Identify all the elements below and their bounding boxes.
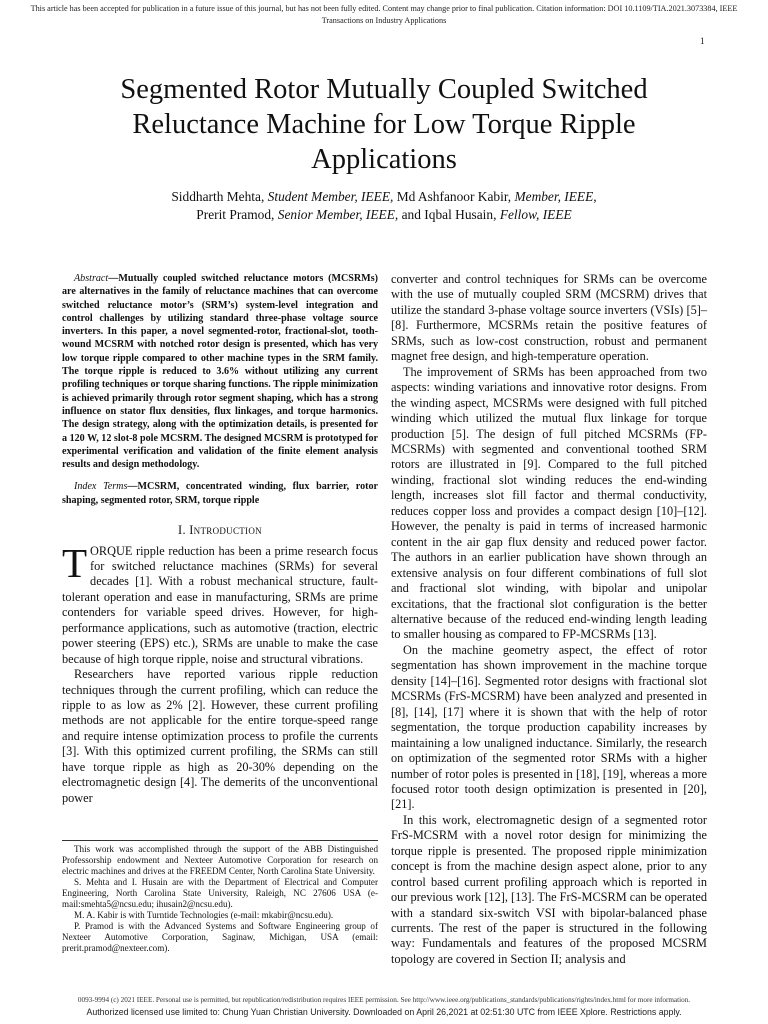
banner-line-1: This article has been accepted for publication in a future issue of this journal, but has not been fully edited. Content may change prior to final publication. Citation information: DOI 10.1109/TIA.2021.3073384, IEEE	[30, 4, 738, 13]
banner-line-2: Transactions on Industry Applications	[321, 16, 447, 25]
abstract	[62, 272, 378, 471]
author-membership: Student Member, IEEE,	[267, 189, 394, 204]
right-column	[391, 272, 707, 967]
footnote-affiliation: M. A. Kabir is with Turntide Technologies (e-mail: mkabir@ncsu.edu).	[74, 910, 334, 920]
intro-paragraph-5: In this work, electromagnetic design of a segmented rotor FrS-MCSRM with a novel rotor design for minimizing the torque ripple is presented. The proposed ripple minimization concept is from the machine design aspect alone, prior to any control based current profiling approach which is reported in our previous work [12], [13]. The FrS-MCSRM can be operated with a standard six-switch VSI with bipolar-balanced phase currents. The rest of the paper is structured in the following way: Fundamentals and features of the proposed MCSRM topology are covered in Section II; analysis and	[391, 812, 707, 966]
intro-paragraph-3: The improvement of SRMs has been approached from two aspects: winding variations and innovative rotor designs. From the winding aspect, MCSRMs were designed with full pitched winding which utilized the mutual flux linkage for torque production [5]. The design of full pitched MCSRMs (FP-MCSRMs) with segmented and conventional toothed SRM rotors are illustrated in [9]. Compared to the full pitched winding, fractional slot winding reduces the end-winding length, increases slot fill factor and thermal conductivity, reduces copper loss and provides a compact design [10]–[12]. However, the penalty is paid in terms of increased harmonic content in the air gap flux density and reduced power factor. The authors in an earlier publication have shown through an extensive analysis on four different combinations of full slot and fractional slot winding, with bipolar and unipolar excitations, that the fractional slot configuration is the better alternative because of the reduced end-winding length leading to smaller housing as compared to FP-MCSRMs [13].	[391, 364, 707, 642]
left-column	[62, 272, 378, 806]
abstract-label: Abstract	[74, 273, 109, 284]
author-name: Md Ashfanoor Kabir,	[396, 189, 512, 204]
paper-title	[60, 72, 708, 177]
index-terms-text: —MCSRM, concentrated winding, flux barrier, rotor shaping, segmented rotor, SRM, torque ripple	[62, 481, 378, 506]
index-terms-label: Index Terms	[74, 481, 128, 493]
author-list	[60, 188, 708, 224]
footnotes	[62, 840, 378, 954]
author-name: Siddharth Mehta,	[171, 189, 265, 204]
title-line-1: Segmented Rotor Mutually Coupled Switched	[120, 74, 648, 105]
intro-paragraph-continued: converter and control techniques for SRMs can be overcome with the use of mutually coupled SRM (MCSRM) drives that utilize the standard 3-phase voltage source inverters (VSIs) [5]–[8]. Furthermore, MCSRMs retain the positive features of SRMs, such as low-cost construction, robust and permanent magnet free design, and high-temperature operation.	[391, 272, 707, 364]
abstract-text: —Mutually coupled switched reluctance motors (MCSRMs) are alternatives in the family of reluctance machines that can overcome switched reluctance motor’s (SRM’s) system-level integration and control challenges by utilizing standard three-phase voltage source inverters. In this paper, a novel segmented-rotor, fractional-slot, tooth-wound MCSRM with notched rotor design is presented, which has very low torque ripple compared to other machine types in the SRM family. The torque ripple is reduced to 3.6% without utilizing any current profiling techniques or torque sharing functions. The ripple minimization is achieved primarily through rotor segment shaping, which has a strong influence on stator flux densities, flux linkages, and torque harmonics. The design strategy, along with the optimization details, is presented for a 120 W, 12 slot-8 pole MCSRM. The designed MCSRM is prototyped for experimental verification and validation of the finite element analysis results and design methodology.	[62, 273, 378, 471]
index-terms	[62, 480, 378, 507]
footnote-funding: This work was accomplished through the support of the ABB Distinguished Professorship endowment and Nexteer Automotive Corporation for research on electric machines and drives at the FREEDM Center, North Carolina State University.	[62, 844, 378, 876]
journal-banner	[20, 3, 748, 27]
intro-paragraph-2: Researchers have reported various ripple reduction techniques through the current profiling, which can reduce the ripple to as low as 2% [2]. However, these current profiling methods are not applicable for the entire torque-speed range and require intense optimization process to profile the currents [3]. With this optimized current profiling, the SRMs can still have torque ripple as high as 20-30% depending on the electromagnetic design [4]. The demerits of the unconventional power	[62, 667, 378, 805]
drop-cap: T	[62, 539, 88, 586]
intro-paragraph-1-text: ORQUE ripple reduction has been a prime research focus for switched reluctance machines (SRMs) for several decades [1]. With a robust mechanical structure, fault-tolerant operation and ease in manufacturing, SRMs are prime contenders for variable speed drives. However, for high-performance applications, such as automotive (traction, electric power steering (EPS) etc.), SRMs are unable to make the case because of high torque ripple, noise and structural vibrations.	[62, 543, 378, 666]
footnote-affiliation: P. Pramod is with the Advanced Systems and Software Engineering group of Nexteer Automotive Corporation, Saginaw, Michigan, USA (email: prerit.pramod@nexteer.com).	[62, 921, 378, 953]
title-line-3: Applications	[311, 144, 457, 175]
author-name: Prerit Pramod,	[196, 207, 275, 222]
footnote-affiliation: S. Mehta and I. Husain are with the Department of Electrical and Computer Engineering, North Carolina State University, Raleigh, NC 27606 USA (e-mail:smehta5@ncsu.edu; ihusain2@ncsu.edu).	[62, 877, 378, 909]
page-number: 1	[700, 36, 705, 46]
author-membership: Member, IEEE,	[514, 189, 597, 204]
section-heading: I. Introduction	[178, 523, 262, 538]
copyright-notice: 0093-9994 (c) 2021 IEEE. Personal use is permitted, but republication/redistribution requires IEEE permission. See http://www.ieee.org/publications_standards/publications/rights/index.html for more information.	[77, 996, 691, 1004]
author-name: Iqbal Husain,	[424, 207, 497, 222]
license-notice: Authorized licensed use limited to: Chung Yuan Christian University. Downloaded on April 26,2021 at 02:51:30 UTC from IEEE Xplore. Restrictions apply.	[86, 1007, 682, 1017]
author-membership: Senior Member, IEEE,	[277, 207, 399, 222]
title-line-2: Reluctance Machine for Low Torque Ripple	[132, 109, 636, 140]
intro-paragraph-1	[62, 539, 378, 668]
intro-paragraph-4: On the machine geometry aspect, the effect of rotor segmentation has shown improvement in the machine torque density [14]–[16]. Segmented rotor designs with fractional slot MCSRMs (FrS-MCSRM) have been analyzed and presented in [8], [14], [17] where it is shown that with the help of rotor segmentation, the torque production capability increases by maintaining a low unaligned inductance. Similarly, the research on optimization of the segmented rotor SRMs with a higher number of rotor poles is presented in [18], [19], whereas a more focused rotor tooth design optimization is presented in [20], [21].	[391, 642, 707, 812]
author-membership: Fellow, IEEE	[499, 207, 572, 222]
author-conjunction: and	[401, 207, 421, 222]
